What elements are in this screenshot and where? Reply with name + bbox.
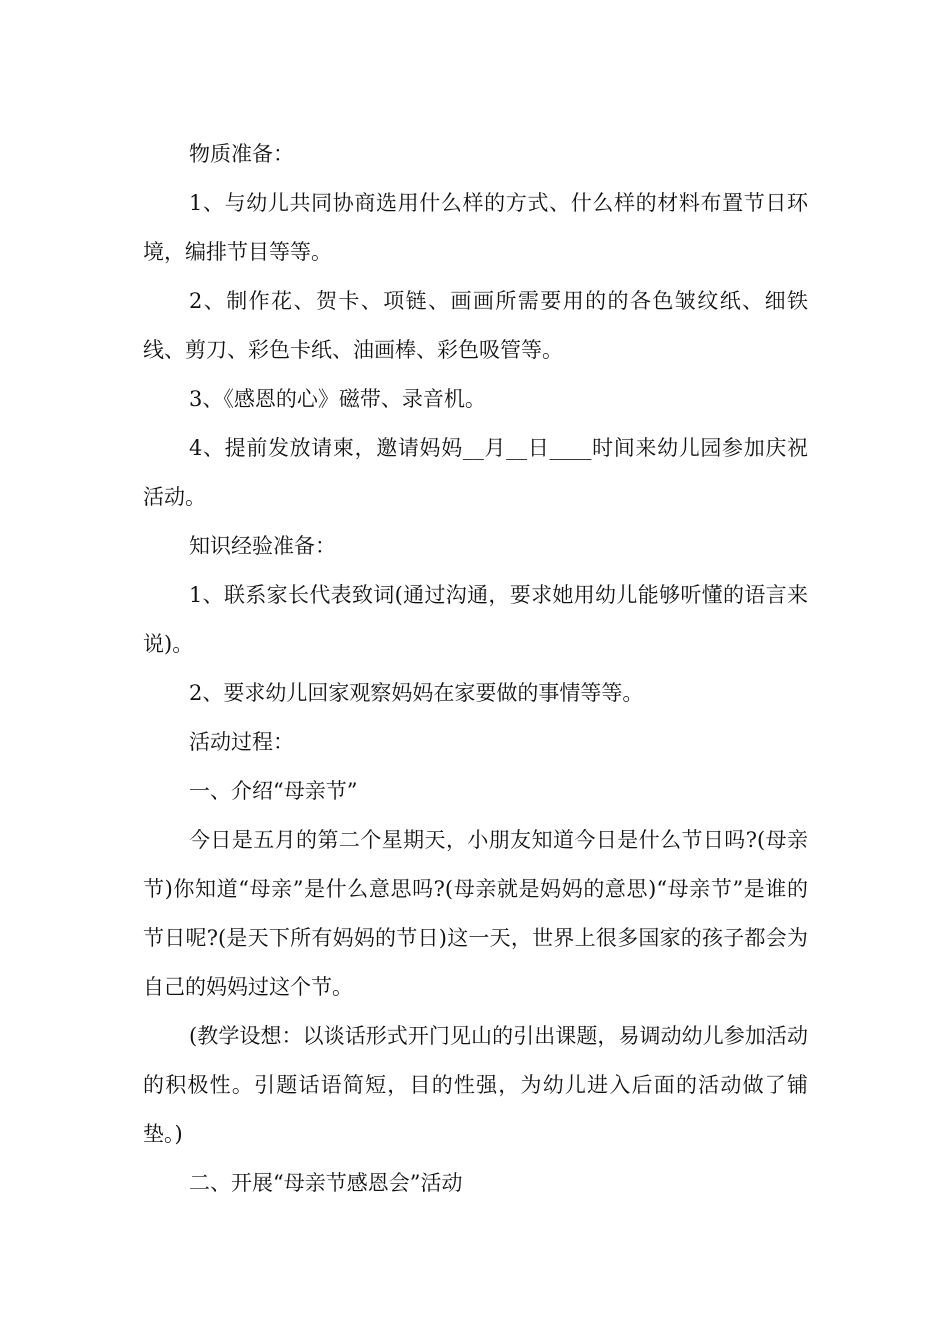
section-one-title: 一、介绍“母亲节” [189,779,358,803]
knowledge-item-2: 2、要求幼儿回家观察妈妈在家要做的事情等等。 [189,681,644,705]
document-body [143,130,808,1208]
material-item-4: 4、提前发放请柬，邀请妈妈__月__日____时间来幼儿园参加庆祝活动。 [143,436,808,509]
heading-activity-process: 活动过程： [189,730,294,754]
teaching-note: (教学设想：以谈话形式开门见山的引出课题，易调动幼儿参加活动的积极性。引题话语简短，目的性强，为幼儿进入后面的活动做了铺垫。) [143,1024,808,1146]
heading-material-prep: 物质准备： [189,142,294,166]
heading-knowledge-prep: 知识经验准备： [189,534,336,558]
material-item-3: 3、《感恩的心》磁带、录音机。 [189,387,486,411]
section-one-body: 今日是五月的第二个星期天，小朋友知道今日是什么节日吗?(母亲节)你知道“母亲”是什么意思吗?(母亲就是妈妈的意思)“母亲节”是谁的节日呢?(是天下所有妈妈的节日)这一天，世界上很多国家的孩子都会为自己的妈妈过这个节。 [143,828,808,999]
knowledge-item-1: 1、联系家长代表致词(通过沟通，要求她用幼儿能够听懂的语言来说)。 [143,583,808,656]
material-item-1: 1、与幼儿共同协商选用什么样的方式、什么样的材料布置节日环境，编排节目等等。 [143,191,808,264]
section-two-title: 二、开展“母亲节感恩会”活动 [189,1171,463,1195]
material-item-2: 2、制作花、贺卡、项链、画画所需要用的的各色皱纹纸、细铁线、剪刀、彩色卡纸、油画棒、彩色吸管等。 [143,289,808,362]
